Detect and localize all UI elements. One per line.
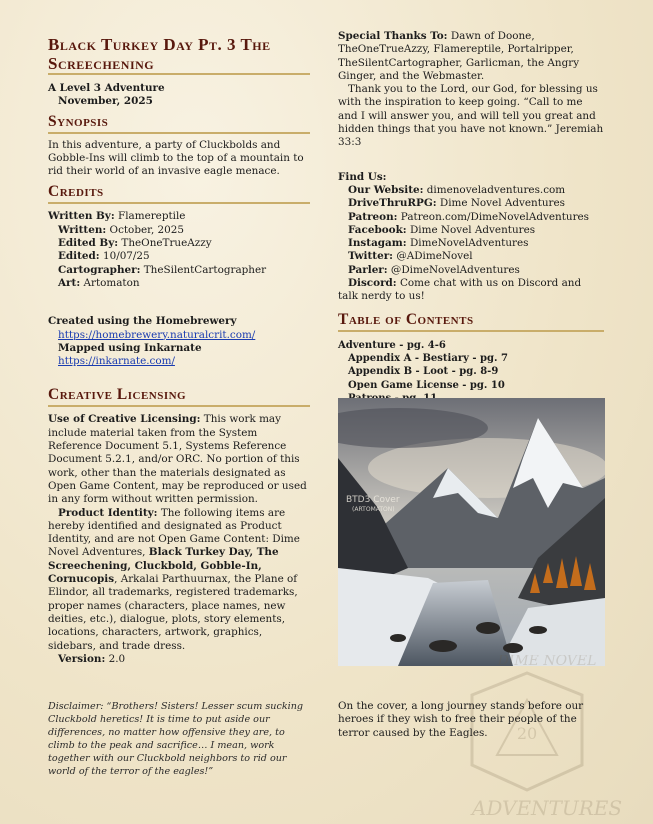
adventure-level: A Level 3 Adventure [48,82,165,94]
licensing-use: Use of Creative Licensing: This work may include material taken from the System Reference Document 5.1, Systems Reference Document 5.2.1, and/or ORC. No portion of this work, other than the materials designated as Open Game Content, may be reproduced or used in any form without written permission. [48,413,307,506]
blessing-text: Thank you to the Lord, our God, for blessing us with the inspiration to keep going. “Call to me and I will answer you, and will tell you great and hidden things that you have not known.” Jeremiah 33:3 [338,83,604,149]
find-us-heading: Find Us: [338,170,387,183]
cover-credit: (ARTOMATON) [352,506,395,513]
toc-item[interactable]: Open Game License - pg. 10 [348,379,505,391]
find-us-item: Our Website: dimenoveladventures.com [348,183,566,196]
page-title: Black Turkey Day Pt. 3 The Screechening [48,35,271,73]
cover-text: On the cover, a long journey stands before our heroes if they wish to free their people of the terror caused by the Eagles. [338,700,584,739]
cover-image [338,398,605,666]
licensing-version: Version: 2.0 [58,652,126,665]
credit-item: Edited By: TheOneTrueAzzy [58,237,212,250]
inkarnate-label: Mapped using Inkarnate [58,341,202,354]
title-block [48,35,310,75]
special-thanks: Special Thanks To: Dawn of Doone, TheOneTrueAzzy, Flamereptile, Portalripper, TheSilentCartographer, Garlicman, the Angry Ginger, and the Webmaster. [338,30,580,82]
watermark-die-number: 20 [516,724,538,743]
find-us-list [338,184,604,304]
cover-text-block [338,700,604,740]
toc-item[interactable]: Appendix B - Loot - pg. 8-9 [348,366,499,378]
cover-illustration [338,398,605,666]
credit-item: Cartographer: TheSilentCartographer [58,263,267,276]
find-us-item: DriveThruRPG: Dime Novel Adventures [348,197,566,210]
homebrewery-link[interactable]: https://homebrewery.naturalcrit.com/ [58,328,256,341]
cover-caption: BTD3 Cover [346,495,400,505]
disclaimer-text: Disclaimer: “Brothers! Sisters! Lesser scum sucking Cluckbold heretics! It is time to put aside our differences, no matter how offensive they are, to climb to the peak and sacrifice… I mean, work together with our Cluckbold neighbors to rid our world of the terror of the eagles!” [48,701,304,778]
credit-item: Edited: 10/07/25 [58,250,150,263]
credit-item: Written By: Flamereptile [48,210,186,223]
find-us-item: Parler: @DimeNovelAdventures [348,263,520,276]
synopsis-heading: Synopsis [48,113,310,134]
credit-item: Written: October, 2025 [58,223,184,236]
find-us-item: Patreon: Patreon.com/DimeNovelAdventures [348,210,590,223]
homebrewery-label: Created using the Homebrewery [48,315,237,328]
adventure-date: November, 2025 [58,95,153,108]
toc-list [338,339,604,405]
credit-item: Art: Artomaton [58,276,140,289]
find-us-item: Twitter: @ADimeNovel [348,250,473,263]
svg-text:ADVENTURES: ADVENTURES [471,796,623,820]
inkarnate-link[interactable]: https://inkarnate.com/ [58,355,175,368]
svg-text:DIME NOVEL: DIME NOVEL [497,655,597,669]
find-us-item: Facebook: Dime Novel Adventures [348,223,536,236]
licensing-product-identity: Product Identity: The following items are hereby identified and designated as Product Identity, and are not Open Game Content: Dime Novel Adventures, Black Turkey Day, The Screechening, Cluckbold, Gobble-In, Cornucopis, Arkalai Parthuurnax, the Plane of Elindor, all trademarks, registered trademarks, proper names (characters, place names, new deities, etc.), dialogue, plots, story elements, locations, characters, artwork, graphics, sidebars, and trade dress. [48,506,300,652]
left-column [48,0,310,778]
credits-heading: Credits [48,183,310,204]
right-column [338,0,604,428]
credits-list [48,210,310,290]
find-us-discord: Discord: Come chat with us on Discord and talk nerdy to us! [338,277,582,303]
find-us-item: Instagam: DimeNovelAdventures [348,237,529,250]
toc-heading: Table of Contents [338,311,604,332]
licensing-heading: Creative Licensing [48,386,310,407]
toc-item[interactable]: Appendix A - Bestiary - pg. 7 [348,352,508,364]
synopsis-text: In this adventure, a party of Cluckbolds and Gobble-Ins will climb to the top of a mountain to rid their world of an invasive eagle menace. [48,138,304,178]
toc-item[interactable]: Adventure - pg. 4-6 [338,339,446,351]
